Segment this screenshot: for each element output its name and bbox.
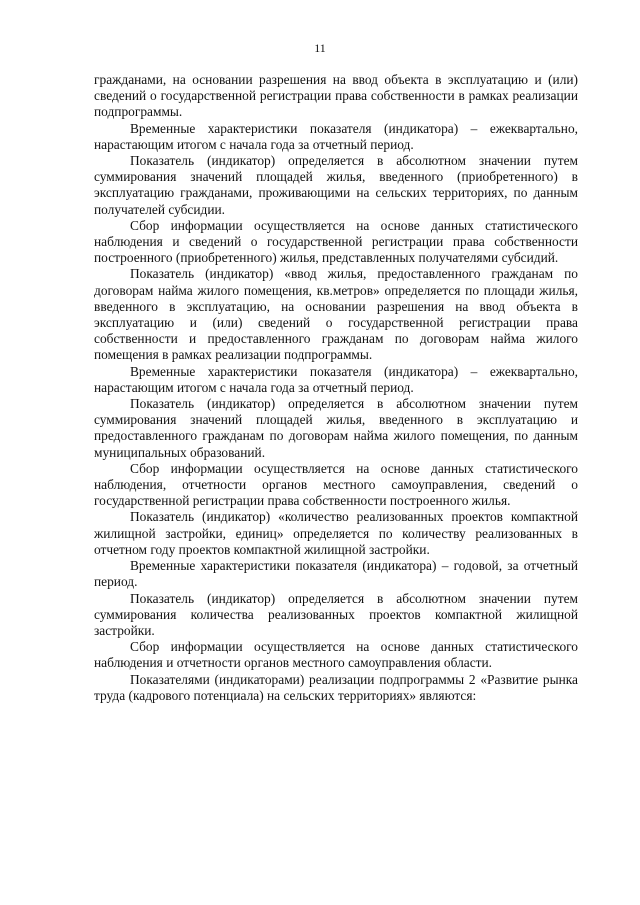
body-text [94, 72, 578, 704]
paragraph: Сбор информации осуществляется на основе данных статистического наблюдения и сведений о государственной регистрации права собственности построенного (приобретенного) жилья, представленных получателями субсидий. [94, 217, 578, 266]
page-number: 11 [314, 41, 326, 55]
paragraph: гражданами, на основании разрешения на ввод объекта в эксплуатацию и (или) сведений о государственной регистрации права собственности в рамках реализации подпрограммы. [94, 72, 578, 120]
paragraph: Показатель (индикатор) определяется в абсолютном значении путем суммирования значений площадей жилья, введенного (приобретенного) в эксплуатацию гражданами, проживающими на сельских территориях, по данным получателей субсидии. [94, 153, 578, 217]
paragraph: Показатель (индикатор) определяется в абсолютном значении путем суммирования количества реализованных проектов компактной жилищной застройки. [94, 590, 578, 638]
paragraph: Временные характеристики показателя (индикатора) – ежеквартально, нарастающим итогом с начала года за отчетный период. [94, 120, 578, 152]
paragraph: Временные характеристики показателя (индикатора) – годовой, за отчетный период. [94, 558, 578, 590]
paragraph: Показателями (индикаторами) реализации подпрограммы 2 «Развитие рынка труда (кадрового потенциала) на сельских территориях» являются: [94, 671, 578, 703]
paragraph: Сбор информации осуществляется на основе данных статистического наблюдения, отчетности органов местного самоуправления, сведений о государственной регистрации права собственности построенного жилья. [94, 460, 578, 509]
paragraph: Показатель (индикатор) «ввод жилья, предоставленного гражданам по договорам найма жилого помещения, кв.метров» определяется по площади жилья, введенного в эксплуатацию, на основании разрешения на ввод объекта в эксплуатацию и (или) сведений о государственной регистрации права собственности и предоставленного гражданам по договорам найма жилого помещения в рамках реализации подпрограммы. [94, 266, 578, 363]
paragraph: Временные характеристики показателя (индикатора) – ежеквартально, нарастающим итогом с начала года за отчетный период. [94, 363, 578, 395]
paragraph: Показатель (индикатор) определяется в абсолютном значении путем суммирования значений площадей жилья, введенного в эксплуатацию и предоставленного гражданам по договорам найма жилого помещения, по данным муниципальных образований. [94, 396, 578, 460]
paragraph: Показатель (индикатор) «количество реализованных проектов компактной жилищной застройки, единиц» определяется по количеству реализованных в отчетном году проектов компактной жилищной застройки. [94, 509, 578, 557]
paragraph: Сбор информации осуществляется на основе данных статистического наблюдения и отчетности органов местного самоуправления области. [94, 639, 578, 671]
